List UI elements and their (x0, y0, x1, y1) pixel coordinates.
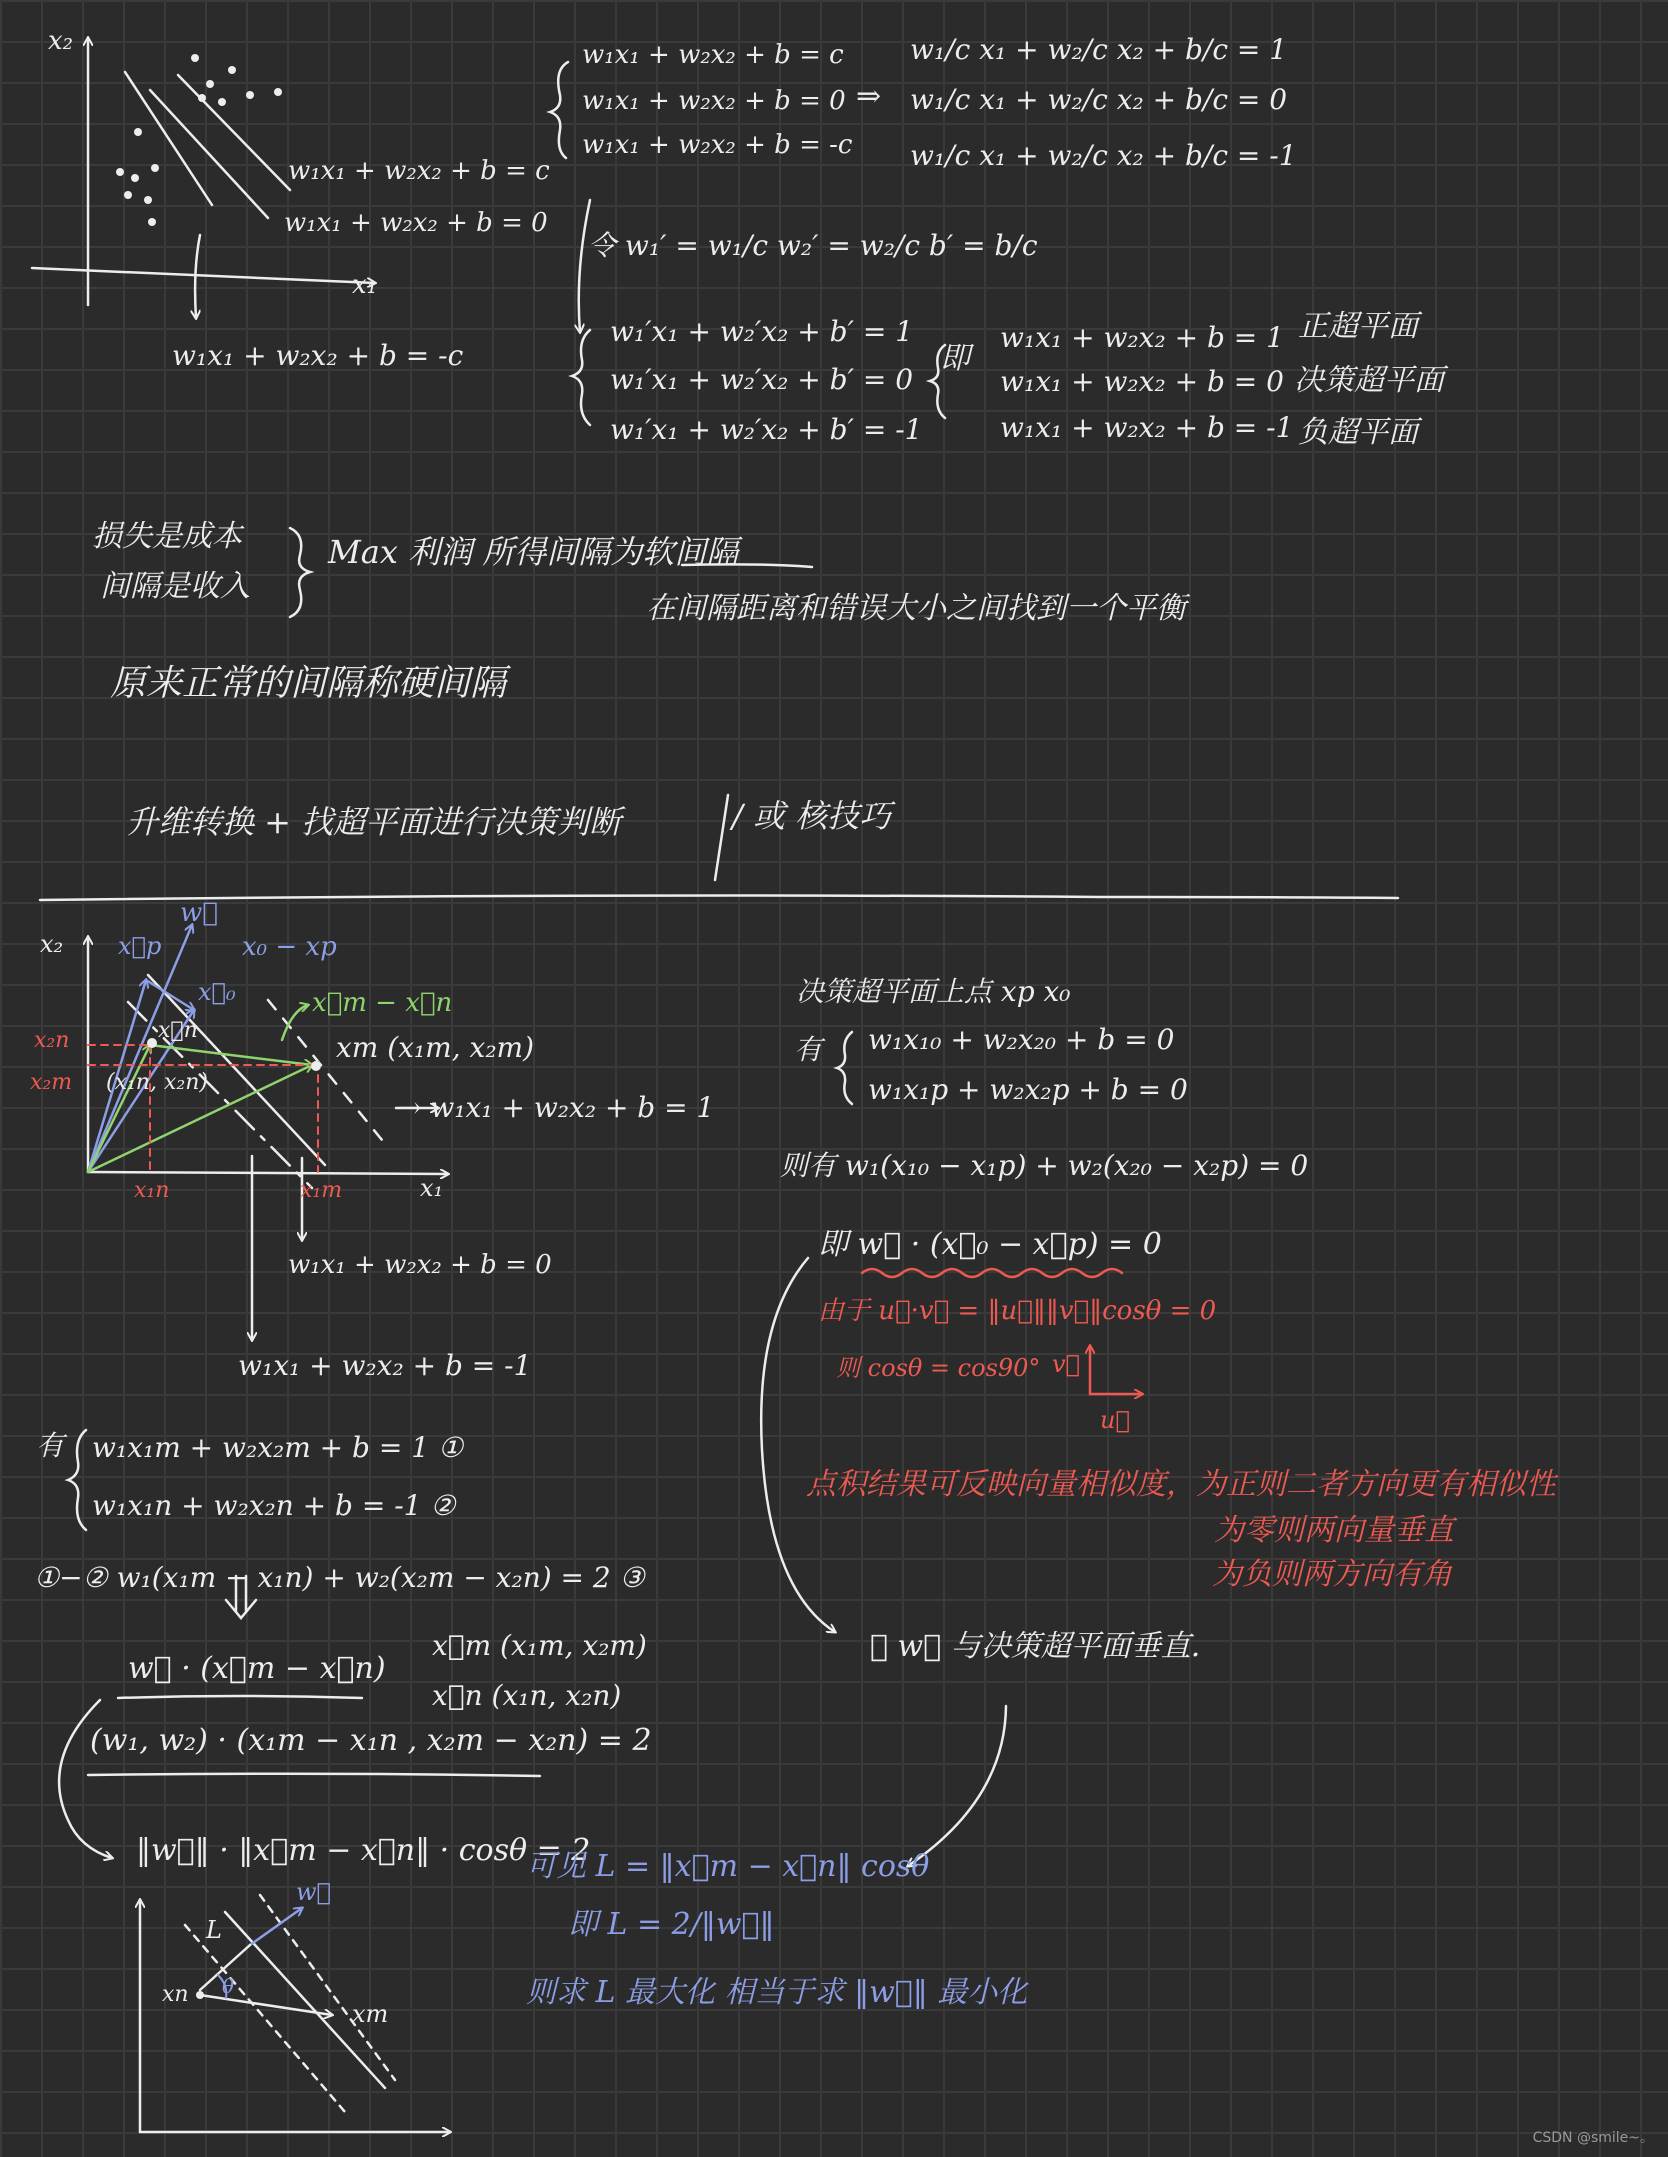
left-dot: w⃗ · (x⃗m − x⃗n) (128, 1651, 386, 1686)
graph2-tick-x2m: x₂m (30, 1070, 73, 1095)
sys-q2: w₁x₁ + w₂x₂ + b = 0 (1000, 365, 1284, 398)
sys-p1: w₁′x₁ + w₂′x₂ + b′ = 1 (610, 315, 914, 348)
final-theta: θ (222, 1974, 235, 1998)
right-red5: 为负则两方向有角 (1212, 1557, 1452, 1592)
slash (715, 795, 728, 880)
brace-2 (572, 330, 590, 425)
left-expand: (w₁, w₂) · (x₁m − x₁n , x₂m − x₂n) = 2 (90, 1723, 652, 1758)
divider (40, 896, 1398, 900)
left-xm: x⃗m (x₁m, x₂m) (432, 1629, 647, 1662)
graph-3 (140, 1895, 450, 2132)
final-line1: 可见 L = ‖x⃗m − x⃗n‖ cosθ (526, 1849, 930, 1884)
sys-q1: w₁x₁ + w₂x₂ + b = 1 (1000, 321, 1284, 354)
graph2-point-n (147, 1038, 157, 1048)
note-margin: 间隔是收入 (100, 569, 250, 604)
sys-div1: w₁/c x₁ + w₂/c x₂ + b/c = 1 (910, 33, 1288, 66)
graph1-line-c (178, 75, 290, 190)
final-xm: xm (352, 2000, 389, 2028)
graph2-label-o-minus-p: x₀ − xp (242, 932, 337, 962)
expand-underline (88, 1774, 540, 1776)
graph2-axis-x: x₁ (420, 1174, 444, 1202)
graph1-points (116, 54, 282, 226)
right-v-label: v⃗ (1052, 1350, 1080, 1378)
graph1-line-neg-c (125, 72, 212, 205)
note-kernel: / 或 核技巧 (732, 797, 892, 835)
final-L: L (206, 1916, 222, 1944)
right-red3: 点积结果可反映向量相似度，为正则二者方向更有相似性 (806, 1467, 1556, 1502)
system-marks (40, 62, 1398, 900)
sys-n1: 正超平面 (1298, 309, 1418, 344)
brace-6 (837, 1032, 852, 1104)
graph2-plane-zero-label: w₁x₁ + w₂x₂ + b = 0 (288, 1250, 552, 1280)
graph1-axis-x: x₁ (352, 270, 378, 300)
graph2-label-pt-m: xm (x₁m, x₂m) (336, 1031, 535, 1064)
graph2-label-w: w⃗ (180, 898, 218, 928)
right-red4: 为零则两向量垂直 (1214, 1513, 1454, 1548)
right-then: 则有 w₁(x₁₀ − x₁p) + w₂(x₂₀ − x₂p) = 0 (780, 1149, 1309, 1182)
right-ji: 即 w⃗ · (x⃗₀ − x⃗p) = 0 (818, 1227, 1162, 1262)
graph2-tick-x1n: x₁n (134, 1178, 170, 1203)
graph3-xn-xm (200, 1995, 332, 2015)
brace-1 (550, 62, 568, 158)
left-xn: x⃗n (x₁n, x₂n) (432, 1679, 622, 1712)
left-eq1: w₁x₁m + w₂x₂m + b = 1 ① (92, 1431, 464, 1464)
graph2-label-o: x⃗₀ (198, 978, 236, 1006)
right-e2: w₁x₁p + w₂x₂p + b = 0 (868, 1073, 1188, 1106)
right-e1: w₁x₁₀ + w₂x₂₀ + b = 0 (868, 1023, 1175, 1056)
note-loss: 损失是成本 (92, 519, 242, 554)
sys-ji: 即 (940, 341, 970, 376)
graph3-point-n (196, 1991, 204, 1999)
dot-underline (118, 1696, 362, 1698)
sys-implies: ⇒ (856, 79, 882, 114)
graph2-vec-o-minus-p (146, 980, 194, 1010)
graph2-axis-y: x₂ (40, 930, 64, 958)
graph1-label-c: w₁x₁ + w₂x₂ + b = c (288, 156, 550, 186)
left-sub: ①−② w₁(x₁m − x₁n) + w₂(x₂m − x₂n) = 2 ③ (34, 1561, 645, 1594)
arrow-let (579, 200, 590, 332)
right-u-label: u⃗ (1100, 1406, 1130, 1434)
note-hard: 原来正常的间隔称硬间隔 (110, 663, 507, 704)
right-perp: ∴ w⃗ 与决策超平面垂直. (870, 1629, 1201, 1664)
graph2-plane-pos (128, 1002, 312, 1188)
curve-arrow-down (908, 1706, 1006, 1866)
graph2-plane-neg (268, 1000, 382, 1140)
final-xn: xn (162, 1982, 189, 2007)
final-line3: 则求 L 最大化 相当于求 ‖w⃗‖ 最小化 (526, 1975, 1028, 2010)
note-lift: 升维转换 + 找超平面进行决策判断 (126, 803, 622, 841)
graph1-x-axis (32, 268, 375, 283)
graph1-label-neg-c: w₁x₁ + w₂x₂ + b = -c (172, 339, 464, 372)
final-line2: 即 L = 2/‖w⃗‖ (568, 1907, 775, 1942)
graph2-x-axis (88, 1172, 448, 1174)
graph3-vec-w (250, 1908, 302, 1945)
wavy-underline (862, 1269, 1122, 1277)
graph1-axis-y: x₂ (48, 26, 74, 56)
sys-n3: 负超平面 (1298, 415, 1418, 450)
graph2-tick-x2n: x₂n (34, 1028, 70, 1053)
graph2-plane-pos-label: → w₁x₁ + w₂x₂ + b = 1 (398, 1091, 715, 1124)
graph2-plane-neg-label: w₁x₁ + w₂x₂ + b = -1 (238, 1349, 532, 1382)
sys-let: 令 w₁′ = w₁/c w₂′ = w₂/c b′ = b/c (588, 229, 1038, 262)
note-balance: 在间隔距离和错误大小之间找到一个平衡 (646, 591, 1186, 626)
sys-q3: w₁x₁ + w₂x₂ + b = -1 (1000, 411, 1294, 444)
left-norm: ‖w⃗‖ · ‖x⃗m − x⃗n‖ · cosθ = 2 (136, 1833, 591, 1868)
brace-5 (68, 1430, 86, 1530)
graph1-label-0: w₁x₁ + w₂x₂ + b = 0 (284, 208, 548, 238)
sys-p2: w₁′x₁ + w₂′x₂ + b′ = 0 (610, 363, 914, 396)
graph2-point-m (311, 1061, 321, 1071)
final-vec-w: w⃗ (296, 1878, 331, 1906)
sys-div2: w₁/c x₁ + w₂/c x₂ + b/c = 0 (910, 83, 1288, 116)
right-red1: 由于 u⃗·v⃗ = ‖u⃗‖‖v⃗‖cosθ = 0 (818, 1296, 1217, 1326)
footer-watermark: CSDN @smile~。 (1532, 2130, 1654, 2146)
sys-eq3: w₁x₁ + w₂x₂ + b = -c (582, 130, 853, 160)
graph2-tick-x1m: x₁m (300, 1178, 343, 1203)
graph2-vec-m-minus-n (150, 1045, 312, 1065)
graph2-label-pt-n-coords: (x₁n, x₂n) (106, 1070, 208, 1095)
sys-eq2: w₁x₁ + w₂x₂ + b = 0 (582, 86, 846, 116)
sys-div3: w₁/c x₁ + w₂/c x₂ + b/c = -1 (910, 139, 1297, 172)
sys-n2: 决策超平面 (1294, 363, 1444, 398)
sys-eq1: w₁x₁ + w₂x₂ + b = c (582, 40, 844, 70)
graph2-label-m-minus-n: x⃗m − x⃗n (312, 988, 453, 1018)
left-you: 有 (36, 1429, 65, 1462)
graph2-label-pt-n: x⃗n (158, 1018, 198, 1043)
left-eq2: w₁x₁n + w₂x₂n + b = -1 ② (92, 1489, 456, 1522)
right-points: 决策超平面上点 xp x₀ (796, 975, 1071, 1008)
graph2-label-p: x⃗p (118, 932, 162, 960)
brace-4 (290, 528, 310, 617)
note-max: Max 利润 所得间隔为软间隔 (328, 533, 739, 571)
sys-p3: w₁′x₁ + w₂′x₂ + b′ = -1 (610, 413, 923, 446)
right-you: 有 (794, 1033, 823, 1066)
right-red2: 则 cosθ = cos90° (836, 1354, 1041, 1382)
